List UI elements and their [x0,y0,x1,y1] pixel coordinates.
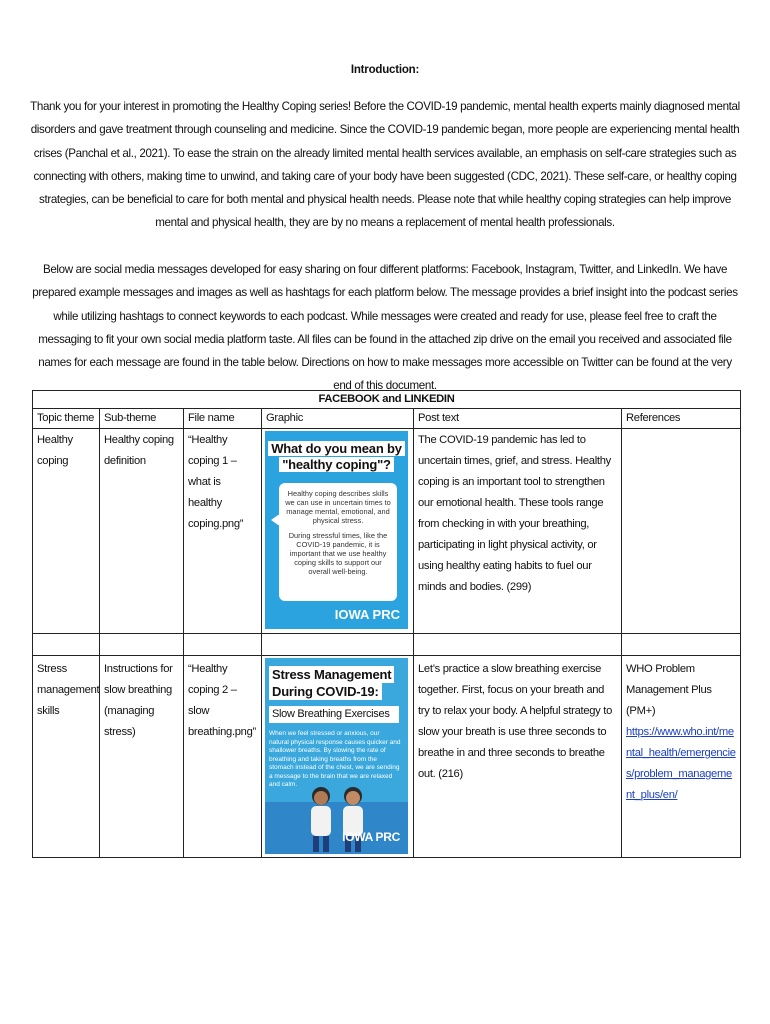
graphic-body: When we feel stressed or anxious, our natural physical response causes quicker and shallower breaths. By slowing the rate of breathing and taking breaths from the stomach instead of the chest, we are sending a message to the brain that we are relaxed and calm. [269,730,401,788]
cell-topic: Stress management skills [33,656,100,858]
intro-paragraph-1: Thank you for your interest in promoting the Healthy Coping series! Before the COVID-19 pandemic, mental health experts mainly diagnosed mental disorders and gave treatment through counseling and medicine. Since the COVID-19 pandemic began, more people are experiencing mental health crises (Panchal et al., 2021). To ease the strain on the already limited mental health services available, an emphasis on self-care strategies such as connecting with others, making time to unwind, and taking care of your body have been suggested (CDC, 2021). These self-care, or healthy coping strategies, can be beneficial to care for both mental and physical health needs. Please note that while healthy coping strategies can help improve mental and physical health, they are by no means a replacement of mental health professionals. [30,100,740,230]
iowa-prc-logo: IOWA PRC [334,607,400,622]
cell-graphic [262,656,414,858]
iowa-prc-logo: IOWA PRC [342,830,400,844]
graphic-title-line1: Stress Management [269,666,394,683]
page-title: Introduction: [350,64,420,76]
cell-references [622,656,741,858]
header-file: File name [184,409,262,429]
cell-subtheme: Instructions for slow breathing (managing stress) [100,656,184,858]
header-references: References [622,409,741,429]
graphic-title-line2: During COVID-19: [269,683,382,700]
empty-cell [414,634,622,656]
cell-file: “Healthy coping 2 – slow breathing.png” [184,656,262,858]
intro-paragraph-2: Below are social media messages developed for easy sharing on four different platforms: Facebook, Instagram, Twitter, and LinkedIn. We have prepared example messages and images as well as hashtags for each platform below. The message provides a brief insight into the podcast series while utilizing hashtags to connect keywords to each podcast. While messages were created and ready for use, please feel free to craft the messaging to fit your own social media platform taste. All files can be found in the attached zip drive on the email you received and associated file names for each message are found in the table below. Directions on how to make messages more accessible on Twitter can be found at the very end of this document. [32,263,738,393]
social-media-table [32,390,741,858]
empty-cell [184,634,262,656]
cell-subtheme: Healthy coping definition [100,429,184,634]
cell-post: The COVID-19 pandemic has led to uncertain times, grief, and stress. Healthy coping is an important tool to strengthen our emotional health. These tools range from checking in with your breathing, participating in light physical activity, or using healthy eating habits to fuel our minds and bodies. (299) [414,429,622,634]
empty-cell [33,634,100,656]
spacer-row [33,634,741,656]
graphic-speech-bubble [279,483,397,601]
graphic-title [265,441,408,473]
header-subtheme: Sub-theme [100,409,184,429]
header-graphic: Graphic [262,409,414,429]
cell-graphic [262,429,414,634]
empty-cell [262,634,414,656]
healthy-coping-graphic [265,431,408,629]
table-row [33,656,741,858]
graphic-subtitle: Slow Breathing Exercises [269,706,399,723]
reference-link[interactable]: https://www.who.int/mental_health/emergencies/problem_management_plus/en/ [626,726,736,801]
cell-references [622,429,741,634]
section-header-row [33,391,741,409]
graphic-body-1: Healthy coping describes skills we can use in uncertain times to manage mental, emotional, and physical stress. [285,489,391,525]
table-row [33,429,741,634]
graphic-title-line2: "healthy coping"? [279,457,394,472]
header-post: Post text [414,409,622,429]
header-topic: Topic theme [33,409,100,429]
graphic-title [269,666,401,700]
cell-file: “Healthy coping 1 – what is healthy coping.png” [184,429,262,634]
slow-breathing-graphic [265,658,408,854]
cell-topic: Healthy coping [33,429,100,634]
column-header-row [33,409,741,429]
graphic-title-line1: What do you mean by [268,441,405,456]
cell-post: Let’s practice a slow breathing exercise together. First, focus on your breath and try to relax your body. A helpful strategy to slow your breath is use three seconds to breathe in and three seconds to breathe out. (216) [414,656,622,858]
graphic-body-2: During stressful times, like the COVID-19 pandemic, it is important that we use healthy coping skills to support our overall well-being. [288,531,388,576]
empty-cell [622,634,741,656]
reference-text: WHO Problem Management Plus (PM+) [626,663,712,717]
empty-cell [100,634,184,656]
section-title: FACEBOOK and LINKEDIN [33,391,741,409]
